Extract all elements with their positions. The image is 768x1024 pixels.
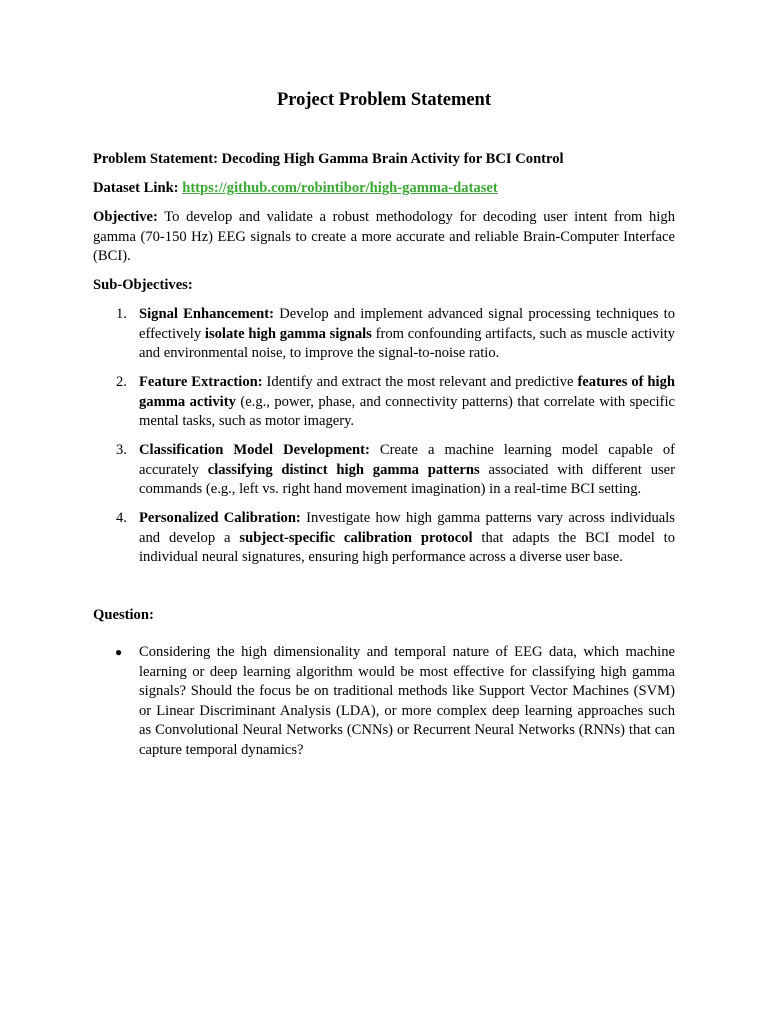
sub-objectives-list	[93, 305, 675, 568]
bullet-icon: ●	[115, 645, 123, 659]
sub-objective-emphasis: features of high gamma activity	[139, 374, 675, 410]
sub-objective-text: Create a machine learning model capable of accurately	[139, 442, 675, 478]
sub-objectives-heading: Sub-Objectives:	[93, 277, 193, 293]
sub-objective-text: Identify and extract the most relevant and predictive	[266, 374, 574, 390]
list-number: 3.	[116, 442, 127, 458]
objective-paragraph	[93, 208, 675, 267]
list-item	[93, 643, 675, 760]
list-number: 1.	[116, 306, 127, 322]
sub-objective-label: Signal Enhancement:	[139, 306, 274, 322]
list-number: 4.	[116, 510, 127, 526]
sub-objective-emphasis: isolate high gamma signals	[204, 325, 372, 342]
sub-objective-text: from confounding artifacts, such as muscle activity and environmental noise, to improve the signal-to-noise ratio.	[139, 325, 675, 361]
sub-objective-text: associated with different user commands (e.g., left vs. right hand movement imagination) in a real-time BCI setting.	[139, 461, 676, 497]
objective-text: To develop and validate a robust methodology for decoding user intent from high gamma (70-150 Hz) EEG signals to create a more accurate and reliable Brain-Computer Interface (BCI).	[93, 209, 676, 264]
sub-objective-label: Classification Model Development:	[139, 442, 370, 458]
sub-objective-emphasis: subject-specific calibration protocol	[239, 529, 473, 546]
sub-objective-label: Personalized Calibration:	[139, 510, 301, 526]
list-item	[93, 441, 675, 500]
dataset-link[interactable]: https://github.com/robintibor/high-gamma-dataset	[182, 180, 498, 196]
sub-objective-text: Investigate how high gamma patterns vary across individuals and develop a	[139, 510, 675, 546]
list-item	[93, 305, 675, 364]
sub-objective-text: that adapts the BCI model to individual neural signatures, ensuring high performance across a diverse user base.	[139, 529, 675, 565]
sub-objective-emphasis: classifying distinct high gamma patterns	[207, 461, 480, 478]
list-item	[93, 373, 675, 432]
document-body	[93, 150, 675, 760]
question-heading: Question:	[93, 606, 154, 623]
list-number: 2.	[116, 374, 127, 390]
problem-statement: Problem Statement: Decoding High Gamma Brain Activity for BCI Control	[93, 151, 564, 167]
sub-objective-label: Feature Extraction:	[139, 374, 263, 390]
question-list	[93, 643, 675, 760]
question-text: Considering the high dimensionality and temporal nature of EEG data, which machine learning or deep learning algorithm would be most effective for classifying high gamma signals? Should the focus be on traditional methods like Support Vector Machines (SVM) or Linear Discriminant Analysis (LDA), or more complex deep learning approaches such as Convolutional Neural Networks (CNNs) or Recurrent Neural Networks (RNNs) that can capture temporal dynamics?	[139, 644, 675, 758]
dataset-line	[93, 179, 675, 199]
sub-objective-text: Develop and implement advanced signal processing techniques to effectively	[139, 306, 675, 342]
page-title: Project Problem Statement	[276, 90, 492, 110]
sub-objective-text: (e.g., power, phase, and connectivity patterns) that correlate with specific mental tasks, such as motor imagery.	[139, 393, 675, 429]
dataset-label: Dataset Link:	[93, 180, 179, 196]
objective-label: Objective:	[93, 209, 158, 225]
list-item	[93, 509, 675, 568]
